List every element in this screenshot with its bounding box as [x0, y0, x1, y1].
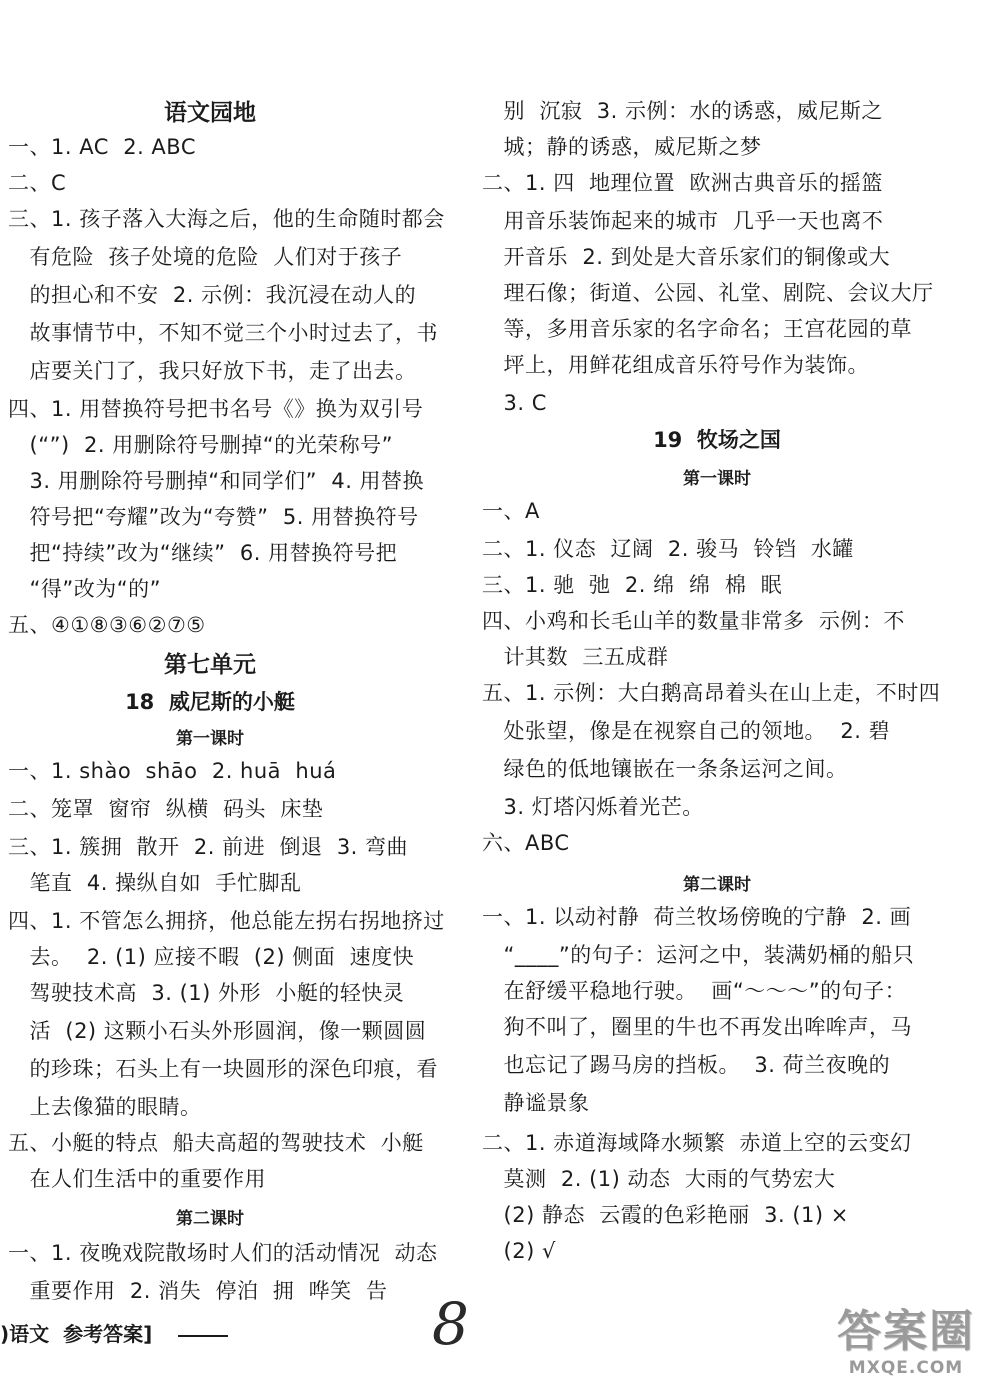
answer-line: 在舒缓平稳地行驶。 画“～～～”的句子：: [482, 979, 907, 1003]
answer-line: (2) √: [482, 1239, 556, 1263]
answer-line: “得”改为“的”: [8, 577, 162, 601]
answer-line: 开音乐 2. 到处是大音乐家们的铜像或大: [482, 245, 891, 269]
answer-line: 等，多用音乐家的名字命名；王宫花园的草: [482, 317, 913, 341]
answer-line: 一、1. 夜晚戏院散场时人们的活动情况 动态: [8, 1241, 438, 1265]
handwritten-page-number: 8: [432, 1290, 469, 1358]
period-heading: 第二课时: [683, 875, 751, 895]
period-heading: 第二课时: [176, 1209, 244, 1229]
answer-line: 四、1. 用替换符号把书名号《》换为双引号: [8, 397, 424, 421]
answer-line: 驾驶技术高 3. (1) 外形 小艇的轻快灵: [8, 981, 405, 1005]
answer-line: 理石像；街道、公园、礼堂、剧院、会议大厅: [482, 281, 934, 305]
answer-line: “____”的句子：运河之中，装满奶桶的船只: [482, 943, 915, 967]
answer-line: 四、小鸡和长毛山羊的数量非常多 示例：不: [482, 609, 905, 633]
answer-line: 处张望，像是在视察自己的领地。 2. 碧: [482, 719, 891, 743]
unit-heading: 第七单元: [164, 652, 256, 678]
answer-line: 的担心和不安 2. 示例：我沉浸在动人的: [8, 283, 417, 307]
period-heading: 第一课时: [683, 469, 751, 489]
answer-line: 一、1. AC 2. ABC: [8, 135, 196, 159]
answer-line: 店要关门了，我只好放下书，走了出去。: [8, 359, 417, 383]
footer-rule: [178, 1335, 228, 1337]
answer-line: 也忘记了踢马房的挡板。 3. 荷兰夜晚的: [482, 1053, 891, 1077]
answer-line: 六、ABC: [482, 831, 570, 855]
answer-line: 二、1. 仪态 辽阔 2. 骏马 铃铛 水罐: [482, 537, 854, 561]
answer-line: 一、A: [482, 499, 540, 523]
answer-line: 三、1. 孩子落入大海之后，他的生命随时都会: [8, 207, 445, 231]
answer-line: 二、1. 四 地理位置 欧洲古典音乐的摇篮: [482, 171, 883, 195]
answer-line: 笔直 4. 操纵自如 手忙脚乱: [8, 871, 302, 895]
period-heading: 第一课时: [176, 729, 244, 749]
answer-line: (“”) 2. 用删除符号删掉“的光荣称号”: [8, 433, 393, 457]
answer-line: 故事情节中，不知不觉三个小时过去了，书: [8, 321, 439, 345]
answer-line: 静谧景象: [482, 1091, 590, 1115]
footer-label: )语文 参考答案]: [0, 1322, 153, 1346]
answer-line: 坪上，用鲜花组成音乐符号作为装饰。: [482, 353, 870, 377]
watermark-logo: [818, 1306, 994, 1390]
section-heading-yuwen-yuandi: 语文园地: [164, 100, 256, 126]
answer-line: 一、1. shào shāo 2. huā huá: [8, 759, 337, 783]
answer-line: 用音乐装饰起来的城市 几乎一天也离不: [482, 209, 884, 233]
answer-line: 符号把“夸耀”改为“夸赞” 5. 用替换符号: [8, 505, 419, 529]
answer-line: 五、④①⑧③⑥②⑦⑤: [8, 613, 206, 637]
answer-line: 二、笼罩 窗帘 纵横 码头 床垫: [8, 797, 324, 821]
watermark-logo-text: 答案圈: [837, 1306, 975, 1357]
answer-line: 3. C: [482, 391, 547, 415]
answer-line: 三、1. 驰 弛 2. 绵 绵 棉 眠: [482, 573, 783, 597]
lesson-title: 18 威尼斯的小艇: [125, 690, 295, 714]
answer-line: (2) 静态 云霞的色彩艳丽 3. (1) ×: [482, 1203, 849, 1227]
answer-line: 三、1. 簇拥 散开 2. 前进 倒退 3. 弯曲: [8, 835, 409, 859]
answer-line: 计其数 三五成群: [482, 645, 669, 669]
answer-line: 五、小艇的特点 船夫高超的驾驶技术 小艇: [8, 1131, 424, 1155]
answer-line: 重要作用 2. 消失 停泊 拥 哗笑 告: [8, 1279, 388, 1303]
answer-line: 活 (2) 这颗小石头外形圆润，像一颗圆圆: [8, 1019, 427, 1043]
answer-line: 二、C: [8, 171, 67, 195]
answer-line: 一、1. 以动衬静 荷兰牧场傍晚的宁静 2. 画: [482, 905, 912, 929]
answer-line: 3. 用删除符号删掉“和同学们” 4. 用替换: [8, 469, 425, 493]
answer-line: 的珍珠；石头上有一块圆形的深色印痕，看: [8, 1057, 439, 1081]
answer-line: 3. 灯塔闪烁着光芒。: [482, 795, 704, 819]
answer-line: 绿色的低地镶嵌在一条条运河之间。: [482, 757, 848, 781]
answer-line: 上去像猫的眼睛。: [8, 1095, 202, 1119]
answer-line: 有危险 孩子处境的危险 人们对于孩子: [8, 245, 403, 269]
lesson-title: 19 牧场之国: [653, 428, 781, 452]
answer-line: 别 沉寂 3. 示例：水的诱惑，威尼斯之: [482, 99, 883, 123]
answer-line: 莫测 2. (1) 动态 大雨的气势宏大: [482, 1167, 836, 1191]
answer-line: 五、1. 示例：大白鹅高昂着头在山上走，不时四: [482, 681, 941, 705]
answer-line: 把“持续”改为“继续” 6. 用替换符号把: [8, 541, 398, 565]
answer-line: 狗不叫了，圈里的牛也不再发出哞哞声，马: [482, 1015, 913, 1039]
watermark-url: MXQE.COM: [848, 1358, 964, 1378]
answer-line: 在人们生活中的重要作用: [8, 1167, 267, 1191]
answer-line: 城；静的诱惑，威尼斯之梦: [482, 135, 762, 159]
answer-line: 二、1. 赤道海域降水频繁 赤道上空的云变幻: [482, 1131, 912, 1155]
answer-line: 去。 2. (1) 应接不暇 (2) 侧面 速度快: [8, 945, 415, 969]
answer-line: 四、1. 不管怎么拥挤，他总能左拐右拐地挤过: [8, 909, 445, 933]
